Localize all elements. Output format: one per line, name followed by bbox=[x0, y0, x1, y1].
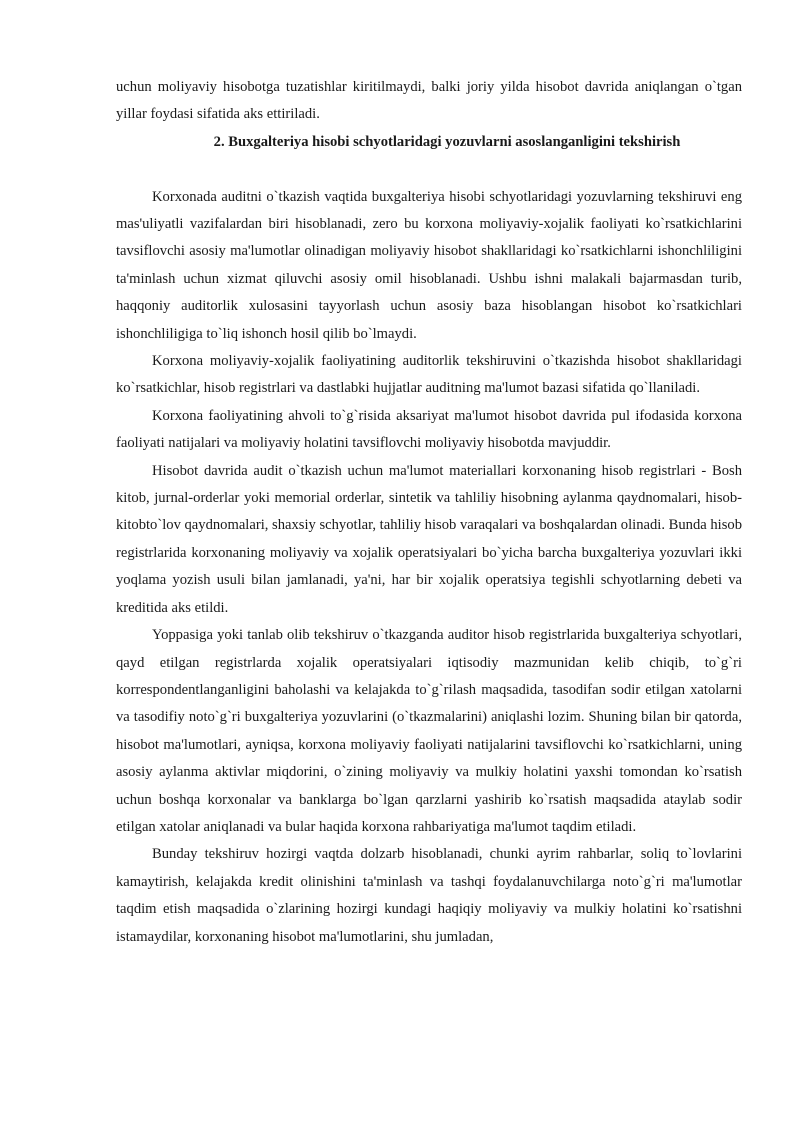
paragraph: Korxona faoliyatining ahvoli to`g`risida aksariyat ma'lumot hisobot davrida pul ifodasida korxona faoliyati natijalari va moliyaviy holatini tavsiflovchi moliyaviy hisobotda mavjuddir. bbox=[116, 407, 742, 452]
paragraph: Hisobot davrida audit o`tkazish uchun ma'lumot materiallari korxonaning hisob registrlari - Bosh kitob, jurnal-orderlar yoki memorial orderlar, sintetik va tahliliy hisobning aylanma qaydnomalari, hisob-kitobto`lov qaydnomalari, shaxsiy schyotlar, tahliliy hisob varaqalari va boshqalardan olinadi. Bunda hisob registrlarida korxonaning moliyaviy va xojalik operatsiyalari bo`yicha barcha buxgalteriya yozuvlari ikki yoqlama yozish usuli bilan jamlanadi, ya'ni, har bir xojalik operatsiya tegishli schyotlarning debeti va kreditida aks etildi. bbox=[116, 462, 743, 616]
document-page bbox=[116, 74, 742, 951]
paragraph: Bunday tekshiruv hozirgi vaqtda dolzarb hisoblanadi, chunki ayrim rahbarlar, soliq to`lovlarini kamaytirish, kelajakda kredit olinishini ta'minlash va tashqi foydalanuvchilarga noto`g`ri ma'lumotlar taqdim etish maqsadida o`zlarining hozirgi kundagi haqiqiy moliyaviy va mulkiy holatini ko`rsatishni istamaydilar, korxonaning hisobot ma'lumotlarini, shu jumladan, bbox=[116, 846, 742, 945]
continued-paragraph: uchun moliyaviy hisobotga tuzatishlar kiritilmaydi, balki joriy yilda hisobot davrida aniqlangan o`tgan yillar foydasi sifatida aks ettiriladi. bbox=[116, 79, 742, 123]
section-heading: 2. Buxgalteriya hisobi schyotlaridagi yozuvlarni asoslanganligini tekshirish bbox=[213, 133, 681, 150]
paragraph: Yoppasiga yoki tanlab olib tekshiruv o`tkazganda auditor hisob registrlarida buxgalteriya schyotlari, qayd etilgan registrlarda xojalik operatsiyalari iqtisodiy mazmunidan kelib chiqib, to`g`ri korrespondentlanganligini baholashi va kelajakda to`g`rilash maqsadida, tasodifan sodir etilgan xatolarni va tasodifiy noto`g`ri buxgalteriya yozuvlarini (o`tkazmalarini) aniqlashi lozim. Shuning bilan bir qatorda, hisobot ma'lumotlari, ayniqsa, korxona moliyaviy faoliyati natijalarini tavsiflovchi ko`rsatkichlarni, uning asosiy aylanma aktivlar miqdorini, o`zining moliyaviy va mulkiy holatini yaxshi tomondan ko`rsatish uchun boshqa korxonalar va banklarga bo`lgan qarzlarni yashirib ko`rsatish maqsadida ataylab sodir etilgan xatolar aniqlanadi va bular haqida korxona rahbariyatiga ma'lumot taqdim etiladi. bbox=[116, 627, 742, 835]
paragraph: Korxona moliyaviy-xojalik faoliyatining auditorlik tekshiruvini o`tkazishda hisobot shakllaridagi ko`rsatkichlar, hisob registrlari va dastlabki hujjatlar auditning ma'lumot bazasi sifatida qo`llaniladi. bbox=[116, 353, 742, 397]
paragraph: Korxonada auditni o`tkazish vaqtida buxgalteriya hisobi schyotlaridagi yozuvlarning tekshiruvi eng mas'uliyatli vazifalardan biri hisoblanadi, zero bu korxona moliyaviy-xojalik faoliyati ko`rsatkichlarini tavsiflovchi asosiy ma'lumotlar olinadigan moliyaviy hisobot shakllaridagi ko`rsatkichlarni ishonchliligini ta'minlash uchun xizmat qiluvchi asosiy omil hisoblanadi. Ushbu ishni malakali bajarmasdan turib, haqqoniy auditorlik xulosasini tayyorlash uchun asosiy baza hisoblangan hisobot ko`rsatkichlari ishonchliligiga to`liq ishonch hosil qilib bo`lmaydi. bbox=[116, 188, 742, 342]
